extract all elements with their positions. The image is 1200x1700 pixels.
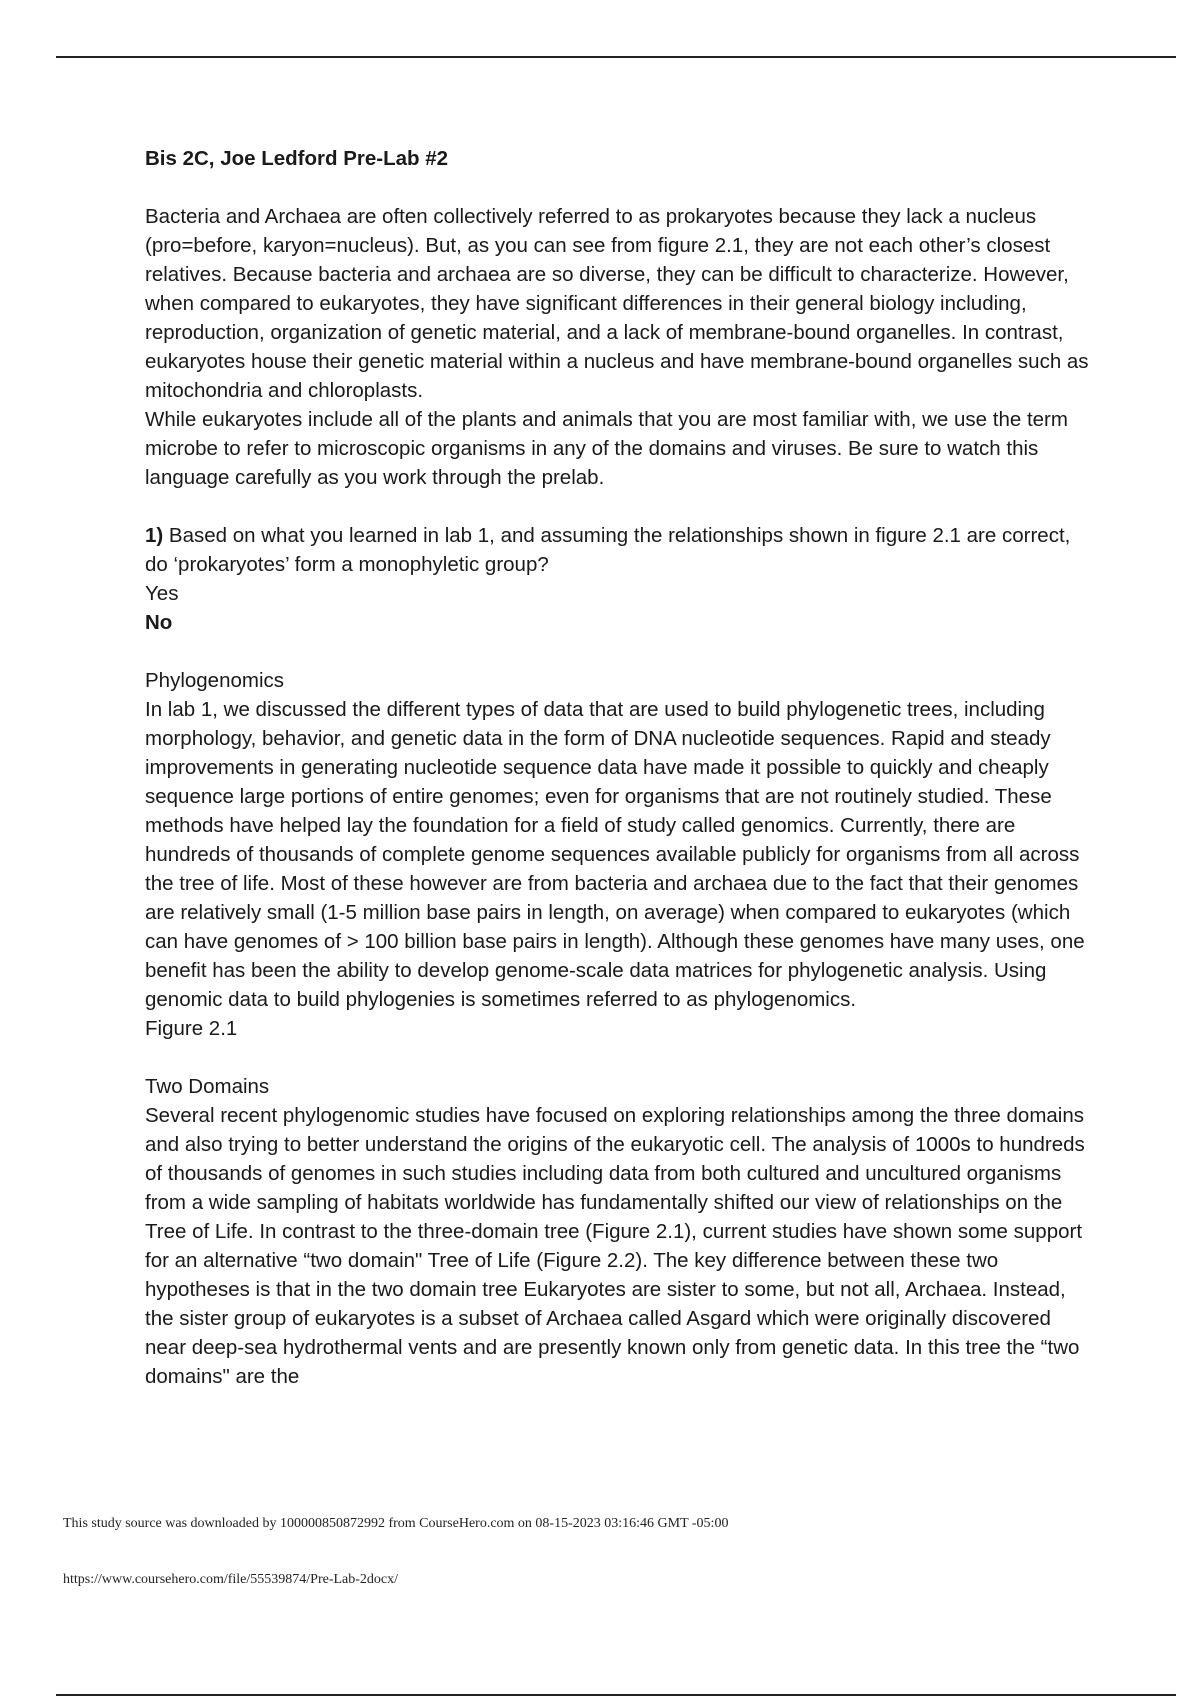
question-number: 1)	[145, 524, 164, 547]
two-domains-paragraph: Several recent phylogenomic studies have focused on exploring relationships among the three domains and also trying to better understand the origins of the eukaryotic cell. The analysis of 1000s to hundreds of thousands of genomes in such studies including data from both cultured and uncultured organisms from a wide sampling of habitats worldwide has fundamentally shifted our view of relationships on the Tree of Life. In contrast to the three-domain tree (Figure 2.1), current studies have shown some support for an alternative “two domain" Tree of Life (Figure 2.2). The key difference between these two hypotheses is that in the two domain tree Eukaryotes are sister to some, but not all, Archaea. Instead, the sister group of eukaryotes is a subset of Archaea called Asgard which were originally discovered near deep-sea hydrothermal vents and are presently known only from genetic data. In this tree the “two domains" are the	[145, 1104, 1085, 1388]
spacer	[145, 492, 1095, 521]
document-title: Bis 2C, Joe Ledford Pre-Lab #2	[145, 147, 449, 170]
intro-paragraph-2: While eukaryotes include all of the plants and animals that you are most familiar with, we use the term microbe to refer to microscopic organisms in any of the domains and viruses. Be sure to watch this language carefully as you work through the prelab.	[145, 408, 1068, 489]
top-rule	[56, 56, 1176, 58]
source-url[interactable]: https://www.coursehero.com/file/55539874/Pre-Lab-2docx/	[63, 1572, 399, 1587]
phylogenomics-paragraph: In lab 1, we discussed the different types of data that are used to build phylogenetic trees, including morphology, behavior, and genetic data in the form of DNA nucleotide sequences. Rapid and steady improvements in generating nucleotide sequence data have made it possible to quickly and cheaply sequence large portions of entire genomes; even for organisms that are not routinely studied. These methods have helped lay the foundation for a field of study called genomics. Currently, there are hundreds of thousands of complete genome sequences available publicly for organisms from all across the tree of life. Most of these however are from bacteria and archaea due to the fact that their genomes are relatively small (1-5 million base pairs in length, on average) when compared to eukaryotes (which can have genomes of > 100 billion base pairs in length). Although these genomes have many uses, one benefit has been the ability to develop genome-scale data matrices for phylogenetic analysis. Using genomic data to build phylogenies is sometimes referred to as phylogenomics.	[145, 698, 1085, 1011]
question-text: Based on what you learned in lab 1, and assuming the relationships shown in figure 2.1 are correct, do ‘prokaryotes’ form a monophyletic group?	[145, 524, 1071, 576]
section-heading-two-domains: Two Domains	[145, 1075, 270, 1098]
bottom-rule	[56, 1694, 1176, 1696]
section-heading-phylogenomics: Phylogenomics	[145, 669, 285, 692]
download-notice: This study source was downloaded by 100000850872992 from CourseHero.com on 08-15-2023 03:16:46 GMT -05:00	[63, 1516, 729, 1531]
document-body	[145, 144, 1095, 1391]
figure-label: Figure 2.1	[145, 1017, 238, 1040]
intro-paragraph: Bacteria and Archaea are often collectively referred to as prokaryotes because they lack a nucleus (pro=before, karyon=nucleus). But, as you can see from figure 2.1, they are not each other’s closest relatives. Because bacteria and archaea are so diverse, they can be difficult to characterize. However, when compared to eukaryotes, they have significant differences in their general biology including, reproduction, organization of genetic material, and a lack of membrane-bound organelles. In contrast, eukaryotes house their genetic material within a nucleus and have membrane-bound organelles such as mitochondria and chloroplasts.	[145, 205, 1089, 402]
answer-option-no: No	[145, 611, 173, 634]
spacer	[145, 173, 1095, 202]
answer-option-yes: Yes	[145, 582, 179, 605]
question-1	[145, 521, 1095, 579]
spacer	[145, 1043, 1095, 1072]
spacer	[145, 637, 1095, 666]
